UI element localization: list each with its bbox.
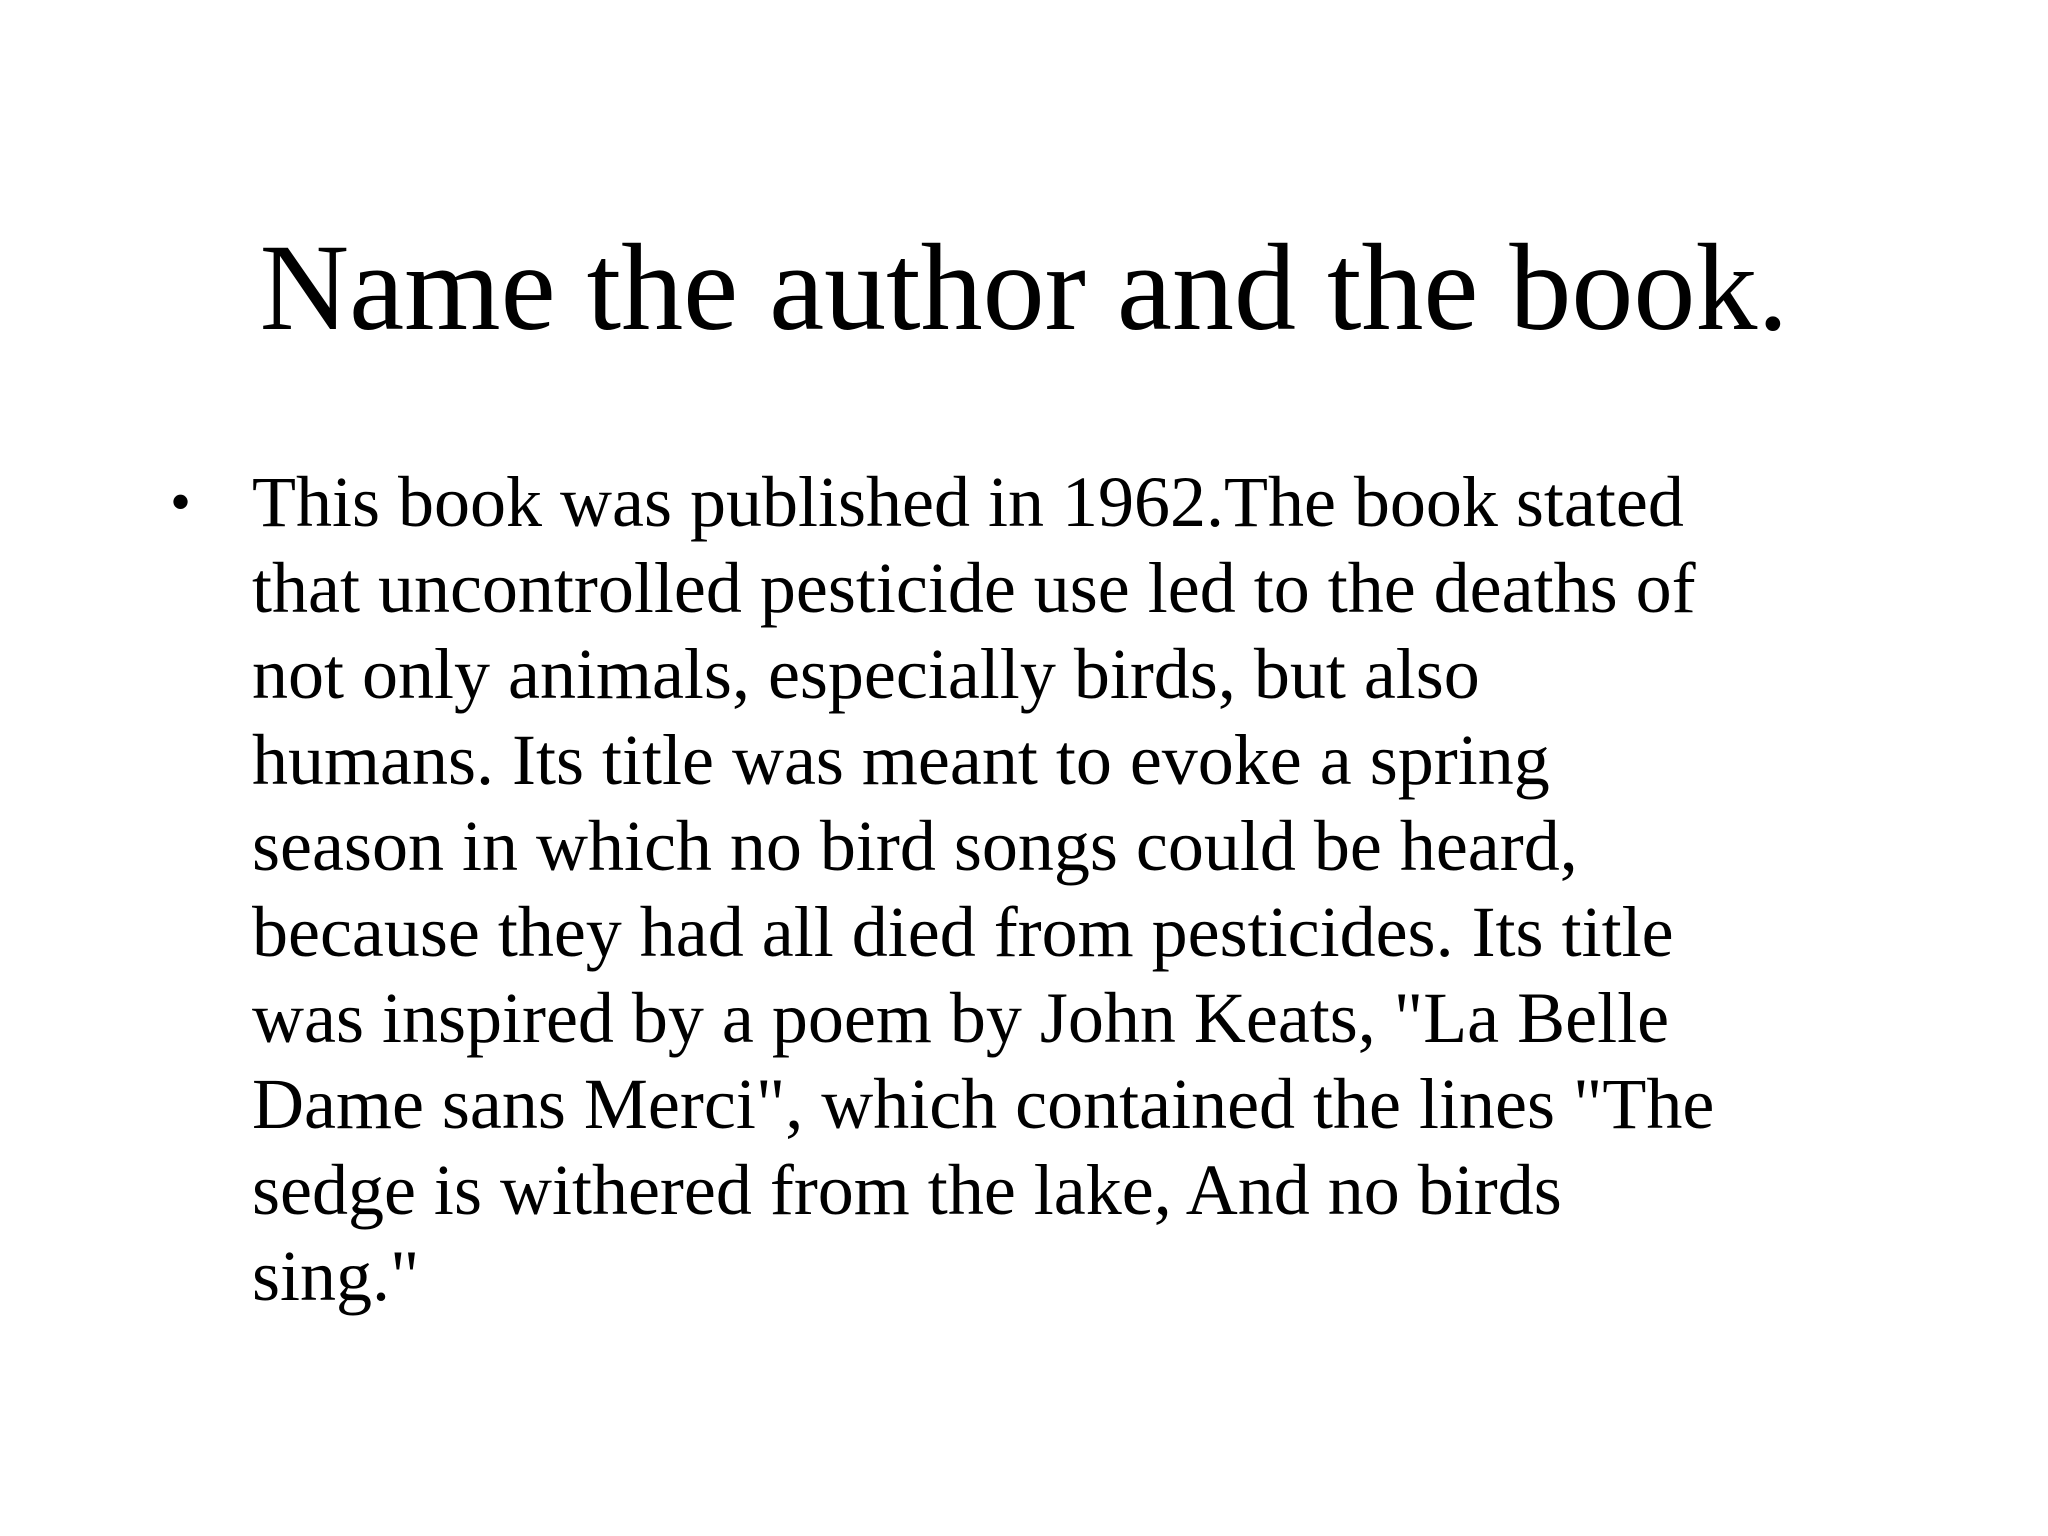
bullet-text-line-1: This book was published in 1962.The book stated [252, 462, 1684, 542]
bullet-text-line-3: not only animals, especially birds, but also [252, 634, 1480, 714]
slide-title: Name the author and the book. [259, 219, 1789, 356]
bullet-icon: • [170, 469, 192, 535]
bullet-list [164, 459, 1894, 1319]
bullet-text-line-7: was inspired by a poem by John Keats, "La Belle [252, 978, 1670, 1058]
bullet-text-line-8: Dame sans Merci", which contained the lines "The [252, 1064, 1715, 1144]
bullet-text-line-2: that uncontrolled pesticide use led to the deaths of [252, 548, 1696, 628]
bullet-text-line-10: sing." [252, 1236, 420, 1316]
bullet-text-line-6: because they had all died from pesticides. Its title [252, 892, 1674, 972]
bullet-text-line-5: season in which no bird songs could be heard, [252, 806, 1578, 886]
bullet-text-line-4: humans. Its title was meant to evoke a spring [252, 720, 1550, 800]
bullet-item [164, 459, 1894, 1319]
bullet-text-line-9: sedge is withered from the lake, And no birds [252, 1150, 1562, 1230]
